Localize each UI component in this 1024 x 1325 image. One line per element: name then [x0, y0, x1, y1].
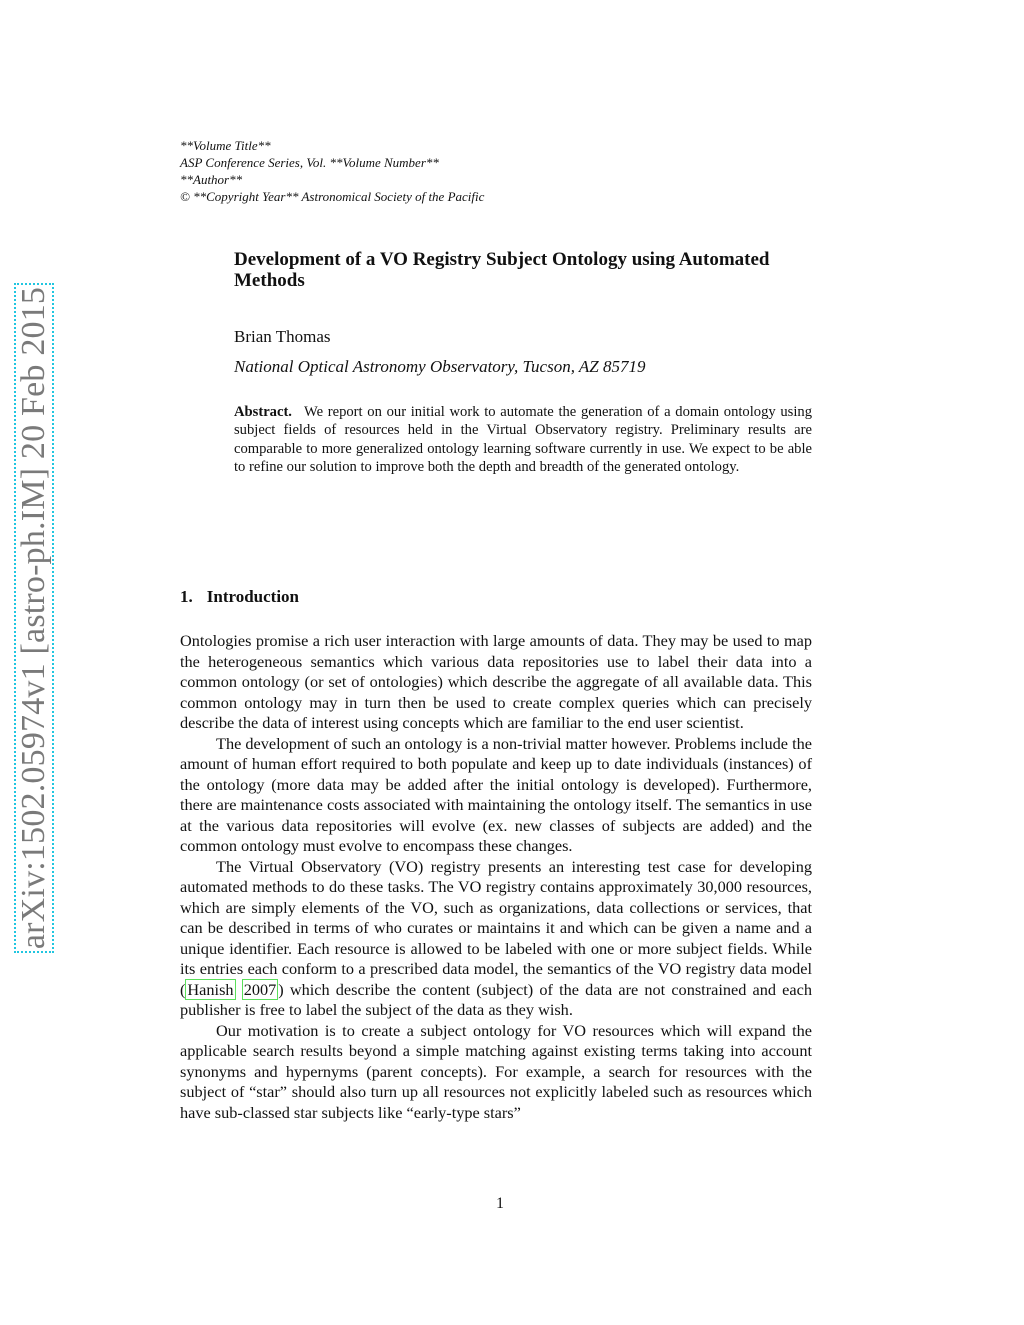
page-number: 1 — [496, 1195, 504, 1212]
paragraph-text: ) which describe the content (subject) of the data are not constrained and each publisher is free to label the subject of the data as they wish. — [180, 979, 812, 1019]
paragraph — [180, 857, 812, 1021]
abstract — [234, 403, 812, 477]
paragraph: Our motivation is to create a subject ontology for VO resources which will expand the applicable search results beyond a simple matching against existing terms taking into account synonyms and hypernyms (parent concepts). For example, a search for resources with the subject of “star” should also turn up all resources not explicitly labeled such as resources which have sub-classed star subjects like “early-type stars” — [180, 1020, 812, 1122]
paragraph: Ontologies promise a rich user interaction with large amounts of data. They may be used to map the heterogeneous semantics which various data repositories use to label their data into a common ontology (or set of ontologies) which describe the aggregate of all available data. This common ontology may in turn then be used to create complex queries which can precisely describe the data of interest using concepts which are familiar to the end user scientist. — [180, 631, 812, 732]
author-name: Brian Thomas — [234, 327, 331, 346]
copyright-line: © **Copyright Year** Astronomical Society of the Pacific — [180, 189, 485, 204]
section-title: Introduction — [206, 587, 300, 606]
citation-link-author[interactable]: Hanish — [187, 979, 234, 999]
section-heading — [180, 587, 299, 607]
conference-header — [180, 137, 484, 205]
author-affiliation: National Optical Astronomy Observatory, Tucson, AZ 85719 — [234, 357, 646, 376]
abstract-label: Abstract. — [234, 404, 292, 420]
arxiv-identifier[interactable]: arXiv:1502.05974v1 [astro-ph.IM] 20 Feb 2015 — [14, 283, 54, 953]
volume-title: **Volume Title** — [180, 138, 271, 153]
paragraph-text: The Virtual Observatory (VO) registry presents an interesting test case for developing automated methods to do these tasks. The VO registry contains approximately 30,000 resources, which are simply elements of the VO, such as organizations, data collections or services, that can be described in terms of who curates or maintains it and which can be given a name and a unique identifier. Each resource is allowed to be labeled with one or more subject fields. While its entries each conform to a prescribed data model, the semantics of the VO registry data model ( — [180, 856, 812, 999]
header-author: **Author** — [180, 172, 243, 187]
paper-title: Development of a VO Registry Subject Ontology using Automated Methods — [234, 249, 770, 291]
section-number: 1. — [180, 587, 193, 606]
citation-link-year[interactable]: 2007 — [243, 979, 277, 999]
conference-series: ASP Conference Series, Vol. **Volume Number** — [180, 155, 439, 170]
paragraph: The development of such an ontology is a non-trivial matter however. Problems include the amount of human effort required to both populate and keep up to date individuals (instances) of the ontology (more data may be added after the initial ontology is developed). Furthermore, there are maintenance costs associated with maintaining the ontology itself. The semantics in use at the various data repositories will evolve (ex. new classes of subjects are added) and the common ontology must evolve to encompass these changes. — [180, 733, 812, 855]
section-body — [180, 631, 812, 1123]
abstract-text: We report on our initial work to automate the generation of a domain ontology using subject fields of resources held in the Virtual Observatory registry. Preliminary results are comparable to more generalized ontology learning software currently in use. We expect to be able to refine our solution to improve both the depth and breadth of the generated ontology. — [234, 404, 812, 476]
